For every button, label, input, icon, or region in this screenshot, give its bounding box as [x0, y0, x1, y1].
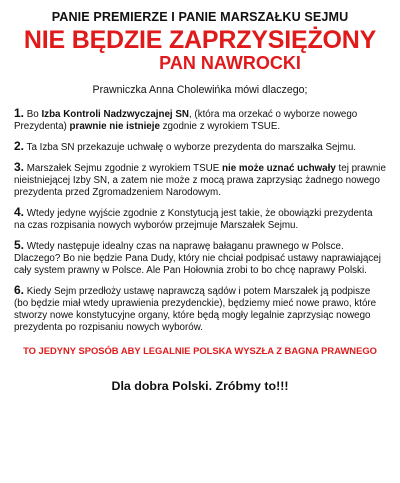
item-text: , (która ma orzekać o wyborze nowego Prezydenta): [14, 109, 358, 132]
item-number: 5.: [14, 238, 25, 252]
list-item-4: [8, 206, 392, 232]
intro-line: Prawniczka Anna Cholewińka mówi dlaczego;: [92, 84, 308, 96]
item-number: 4.: [14, 205, 25, 219]
item-number: 2.: [14, 139, 25, 153]
list-item-5: [8, 239, 392, 277]
item-text: Kiedy Sejm przedłoży ustawę naprawczą sądów i potem Marszałek ją podpisze (bo będzie miał wtedy uprawienia prezydenckie), będziemy mieć nowe prawo, które stworzy nowe konstytucyjne organy, które będą mogły legalnie zaprzysiąc nowego prezydenta po rozpisaniu nowych wyborów.: [14, 286, 377, 333]
item-text: Wtedy jedyne wyjście zgodnie z Konstytucją jest takie, że obowiązki prezydenta na czas rozpisania nowych wyborów przejmuje Marszałek Sejmu.: [14, 208, 373, 231]
header-line-2: NIE BĘDZIE ZAPRZYSIĘŻONY: [23, 26, 377, 54]
item-number: 1.: [14, 106, 25, 120]
footer-slogan: Dla dobra Polski. Zróbmy to!!!: [111, 379, 289, 393]
item-text: Marszałek Sejmu zgodnie z wyrokiem TSUE: [24, 163, 223, 174]
list-item-2: [8, 140, 392, 154]
item-text: Bo: [24, 109, 42, 120]
item-text: tej prawnie nieistniejącej Izby SN, a zatem nie może z mocą prawa zaprzysiąc żadnego nowego prezydenta przed Zgromadzeniem Narodowym.: [14, 163, 386, 198]
list-item-1: [8, 107, 392, 133]
header-line-1: PANIE PREMIERZE I PANIE MARSZAŁKU SEJMU: [51, 10, 349, 24]
item-text: Ta Izba SN przekazuje uchwałę o wyborze prezydenta do marszałka Sejmu.: [24, 142, 357, 153]
item-number: 3.: [14, 160, 25, 174]
item-bold-text: prawnie nie istnieje: [69, 121, 160, 132]
list-item-6: [8, 284, 392, 334]
header-line-3: PAN NAWROCKI: [159, 53, 301, 73]
item-text: Wtedy następuje idealny czas na naprawę bałaganu prawnego w Polsce. Dlaczego? Bo nie będzie Pana Dudy, który nie chciał podpisać ustawy naprawiającej cały system prawny w Polsce. Ale Pan Hołownia zrobi to bo chcę naprawy Polski.: [14, 241, 381, 276]
item-bold-text: Izba Kontroli Nadzwyczajnej SN: [41, 109, 189, 120]
item-number: 6.: [14, 283, 25, 297]
item-text: zgodnie z wyrokiem TSUE.: [159, 121, 281, 132]
list-item-3: [8, 161, 392, 199]
numbered-list: [8, 107, 392, 334]
item-bold-text: nie może uznać uchwały: [222, 163, 336, 174]
conclusion-line: TO JEDYNY SPOSÓB ABY LEGALNIE POLSKA WYSZŁA Z BAGNA PRAWNEGO: [23, 345, 377, 356]
